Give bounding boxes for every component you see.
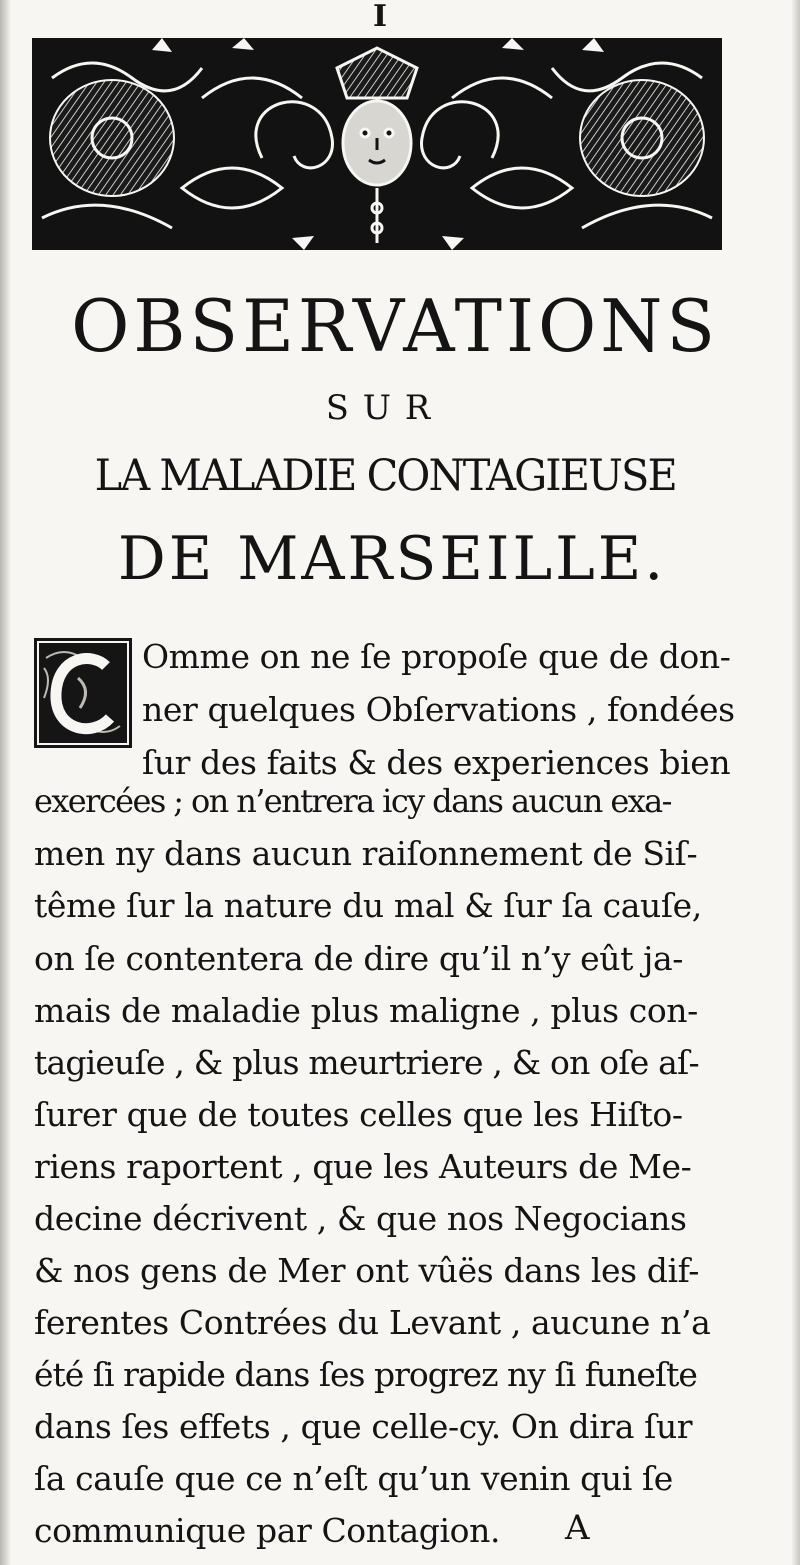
body-line-11: riens raportent , que les Auteurs de Me- <box>34 1147 692 1186</box>
title-maladie-contagieuse: LA MALADIE CONTAGIEUSE <box>94 451 676 501</box>
gathering-signature: A <box>565 1508 590 1548</box>
ornamental-initial-c-icon <box>34 638 132 748</box>
page-gutter-left <box>0 0 10 1565</box>
title-de-marseille: DE MARSEILLE. <box>117 524 667 594</box>
body-line-10: ſurer que de toutes celles que les Hiſto- <box>34 1095 683 1134</box>
body-line-13: & nos gens de Mer ont vûës dans les dif- <box>34 1251 700 1290</box>
body-line-9: tagieuſe , & plus meurtriere , & on oſe aſ- <box>34 1043 699 1082</box>
body-line-8: mais de maladie plus maligne , plus con- <box>34 991 698 1030</box>
body-line-4: exercées ; on n’entrera icy dans aucun exa- <box>34 782 671 820</box>
body-line-14: ferentes Contrées du Levant , aucune n’a <box>34 1303 711 1342</box>
body-line-7: on ſe contentera de dire qu’il n’y eût ja- <box>34 939 683 978</box>
title-sur: SUR <box>325 388 444 428</box>
body-line-3: ſur des faits & des experiences bien <box>142 743 731 782</box>
floral-woodcut-headpiece-icon <box>32 38 722 250</box>
body-line-1: Omme on ne ſe propoſe que de don- <box>142 637 731 676</box>
body-line-16: dans ſes effets , que celle-cy. On dira ſur <box>34 1407 693 1446</box>
body-line-17: ſa cauſe que ce n’eſt qu’un venin qui ſe <box>34 1459 673 1498</box>
title-observations: OBSERVATIONS <box>71 284 720 368</box>
body-line-18: communique par Contagion. <box>34 1511 501 1550</box>
body-line-5: men ny dans aucun raiſonnement de Siſ- <box>34 834 698 873</box>
body-line-6: tême ſur la nature du mal & ſur ſa cauſe, <box>34 886 702 925</box>
body-line-12: decine décrivent , & que nos Negocians <box>34 1199 687 1238</box>
body-line-2: ner quelques Obſervations , fondées <box>142 690 735 729</box>
body-line-15: été ſi rapide dans ſes progrez ny ſi funeſte <box>34 1355 697 1394</box>
page-number: I <box>372 0 388 34</box>
page-gutter-right <box>792 0 800 1565</box>
